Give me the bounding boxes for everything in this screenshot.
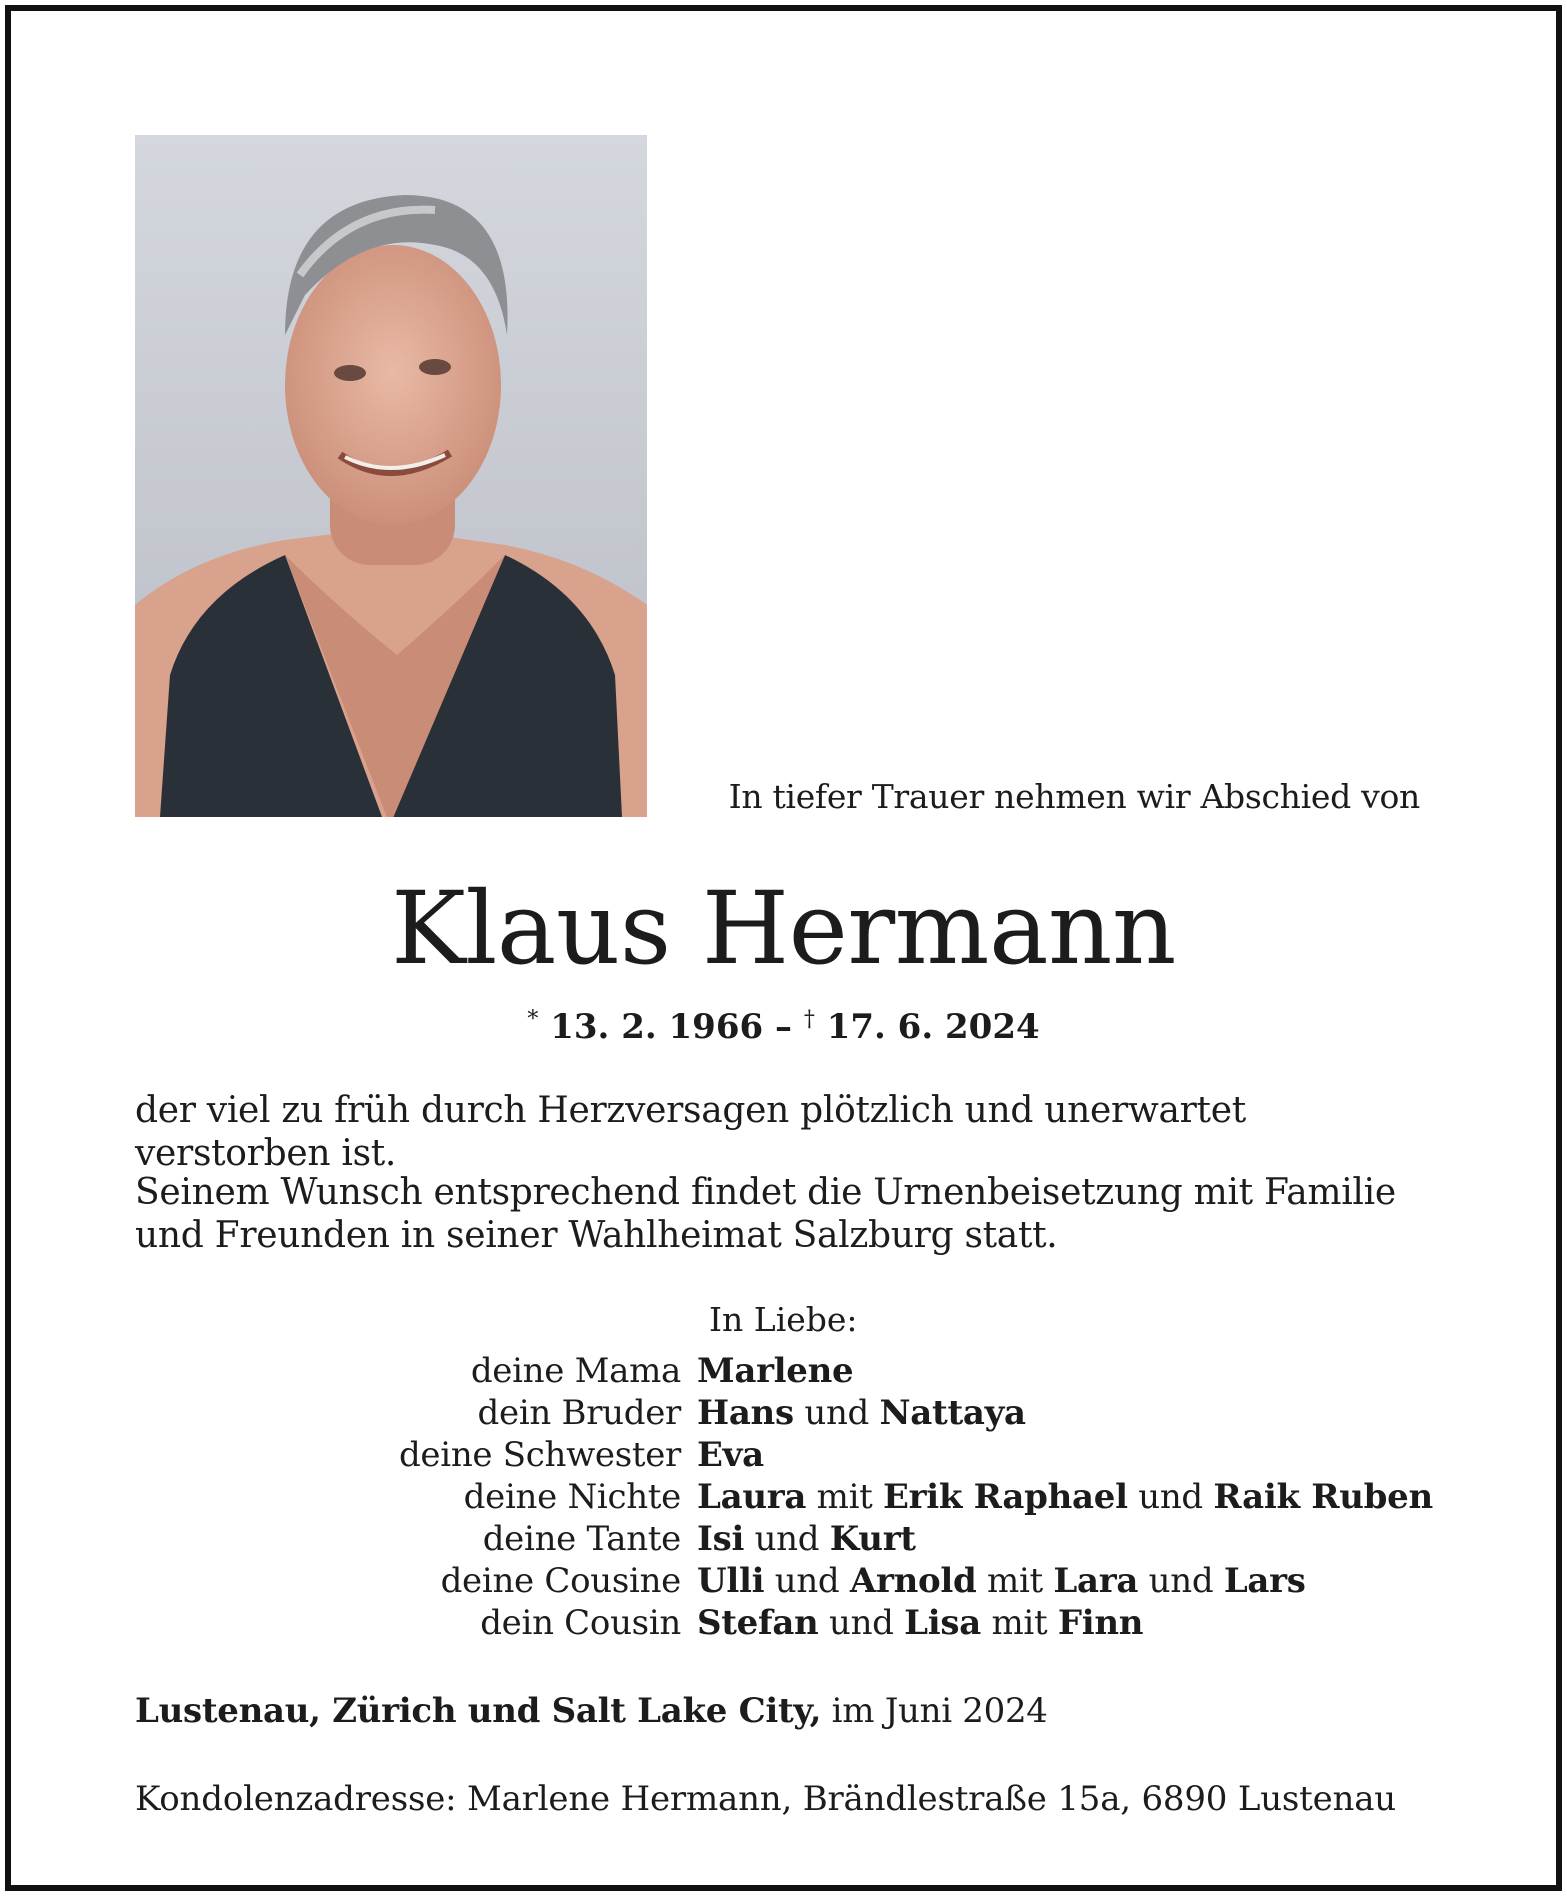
life-dates <box>11 1007 1556 1047</box>
condolence-address: Kondolenzadresse: Marlene Hermann, Brändlestraße 15a, 6890 Lustenau <box>135 1779 1396 1819</box>
birth-date: 13. 2. 1966 <box>550 1007 764 1047</box>
relative-connector: und <box>828 1603 894 1643</box>
relative-label: deine Nichte <box>463 1477 681 1517</box>
relative-label: deine Mama <box>470 1351 681 1391</box>
relative-name: Ulli <box>697 1561 765 1601</box>
deceased-name: Klaus Hermann <box>391 870 1176 987</box>
closing-date: im Juni 2024 <box>831 1691 1048 1731</box>
closing-line <box>135 1691 1048 1731</box>
relative-name: Finn <box>1057 1603 1144 1643</box>
relative-name: Stefan <box>697 1603 819 1643</box>
relative-connector: mit <box>987 1561 1043 1601</box>
relative-name: Eva <box>697 1435 764 1475</box>
relative-name: Kurt <box>829 1519 916 1559</box>
obituary-card <box>5 5 1562 1891</box>
relative-row <box>135 1393 1465 1435</box>
relative-name: Lisa <box>904 1603 981 1643</box>
relative-connector: und <box>774 1561 840 1601</box>
closing-places: Lustenau, Zürich und Salt Lake City, <box>135 1691 822 1731</box>
intro-text: In tiefer Trauer nehmen wir Abschied von <box>728 777 1420 816</box>
relative-name: Laura <box>697 1477 807 1517</box>
relative-names <box>697 1477 1433 1519</box>
relative-names <box>697 1519 916 1561</box>
relative-row <box>135 1435 1465 1477</box>
relative-label: deine Schwester <box>398 1435 681 1475</box>
relative-names <box>697 1603 1143 1645</box>
relative-names <box>697 1435 764 1477</box>
death-symbol: † <box>803 1007 815 1032</box>
relative-connector: mit <box>816 1477 873 1517</box>
relative-row <box>135 1519 1465 1561</box>
death-date: 17. 6. 2024 <box>826 1007 1040 1047</box>
relatives-list <box>135 1351 1465 1645</box>
relative-label: dein Bruder <box>477 1393 681 1433</box>
love-heading: In Liebe: <box>709 1300 858 1339</box>
birth-symbol: * <box>527 1007 539 1032</box>
portrait-photo <box>135 135 647 817</box>
relative-row <box>135 1477 1465 1519</box>
relative-label: deine Tante <box>482 1519 681 1559</box>
relative-name: Lara <box>1053 1561 1139 1601</box>
relative-connector: und <box>754 1519 820 1559</box>
relative-row <box>135 1561 1465 1603</box>
relative-name: Nattaya <box>879 1393 1026 1433</box>
relative-name: Arnold <box>849 1561 977 1601</box>
relative-connector: mit <box>991 1603 1048 1643</box>
relative-connector: und <box>1148 1561 1214 1601</box>
relative-name: Lars <box>1223 1561 1306 1601</box>
relative-names <box>697 1393 1026 1435</box>
relative-names <box>697 1561 1306 1603</box>
relative-names <box>697 1351 853 1393</box>
relative-label: deine Cousine <box>440 1561 681 1601</box>
relative-connector: und <box>804 1393 870 1433</box>
relative-name: Marlene <box>697 1351 854 1391</box>
portrait-photo-icon <box>135 135 647 817</box>
relative-label: dein Cousin <box>480 1603 681 1643</box>
relative-row <box>135 1351 1465 1393</box>
date-separator: – <box>775 1007 792 1047</box>
relative-name: Hans <box>697 1393 794 1433</box>
relative-connector: und <box>1138 1477 1203 1517</box>
relative-name: Raik Ruben <box>1213 1477 1433 1517</box>
relative-name: Erik Raphael <box>883 1477 1128 1517</box>
cause-paragraph: der viel zu früh durch Herzversagen plötzlich und unerwartet verstorben ist. <box>135 1090 1246 1174</box>
relative-name: Isi <box>697 1519 745 1559</box>
burial-paragraph: Seinem Wunsch entsprechend findet die Urnenbeisetzung mit Familie und Freunden in seiner Wahlheimat Salzburg statt. <box>135 1172 1396 1256</box>
relative-row <box>135 1603 1465 1645</box>
